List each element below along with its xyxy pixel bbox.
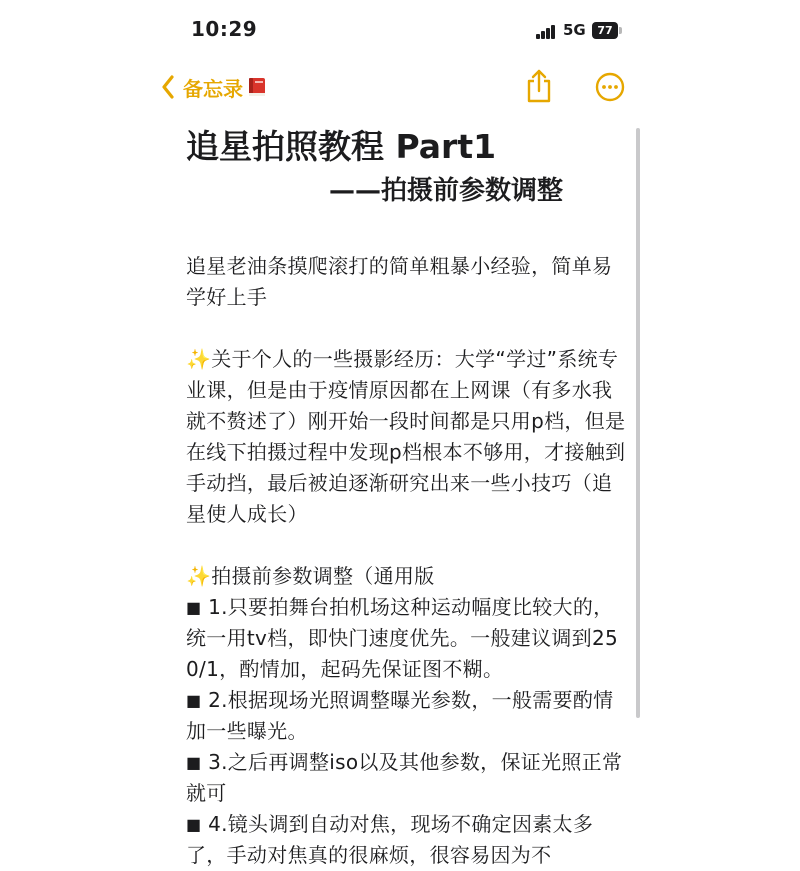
paragraph-gap — [186, 313, 631, 344]
square-bullet-icon: ■ — [186, 691, 202, 710]
square-bullet-icon: ■ — [186, 815, 202, 834]
sparkles-icon: ✨ — [186, 564, 212, 588]
note-title: 追星拍照教程 Part1 — [186, 127, 497, 166]
settings-heading — [186, 561, 631, 592]
list-item-text: 4.镜头调到自动对焦，现场不确定因素太多了，手动对焦真的很麻烦，很容易因为不 — [186, 812, 594, 867]
back-button[interactable] — [161, 70, 268, 104]
square-bullet-icon: ■ — [186, 753, 202, 772]
status-time: 10:29 — [191, 17, 258, 41]
cellular-signal-icon — [536, 23, 558, 39]
list-item-text: 2.根据现场光照调整曝光参数，一般需要酌情加一些曝光。 — [186, 688, 614, 743]
ellipsis-circle-icon — [595, 72, 625, 102]
list-item — [186, 685, 631, 747]
list-item — [186, 747, 631, 809]
settings-heading-text: 拍摄前参数调整（通用版 — [211, 564, 435, 588]
status-bar — [0, 0, 800, 60]
list-item — [186, 592, 631, 685]
more-options-button[interactable] — [595, 72, 625, 102]
experience-text: 关于个人的一些摄影经历：大学“学过”系统专业课，但是由于疫情原因都在上网课（有多水我就不赘述了）刚开始一段时间都是只用p档，但是在线下拍摄过程中发现p档根本不够用，才接触到手动挡，最后被迫逐渐研究出来一些小技巧（追星使人成长） — [186, 347, 626, 526]
battery-tip — [619, 27, 622, 34]
back-label: 备忘录 — [183, 76, 243, 101]
red-book-icon — [246, 76, 268, 98]
share-icon — [525, 68, 553, 104]
intro-paragraph: 追星老油条摸爬滚打的简单粗暴小经验，简单易学好上手 — [186, 254, 613, 309]
network-type: 5G — [563, 21, 586, 39]
list-item-text: 1.只要拍舞台拍机场这种运动幅度比较大的，统一用tv档，即快门速度优先。一般建议调到250/1，酌情加，起码先保证图不糊。 — [186, 595, 619, 681]
sparkles-icon: ✨ — [186, 347, 212, 371]
experience-paragraph — [186, 344, 631, 530]
note-subtitle: ——拍摄前参数调整 — [329, 176, 564, 206]
square-bullet-icon: ■ — [186, 598, 202, 617]
note-body — [186, 251, 631, 871]
scroll-indicator[interactable] — [636, 128, 640, 718]
list-item-text: 3.之后再调整iso以及其他参数，保证光照正常就可 — [186, 750, 623, 805]
share-button[interactable] — [525, 68, 553, 104]
chevron-left-icon — [161, 75, 175, 99]
battery-icon: 77 — [592, 22, 618, 39]
note-content[interactable] — [186, 125, 631, 871]
list-item — [186, 809, 631, 871]
paragraph-gap — [186, 530, 631, 561]
